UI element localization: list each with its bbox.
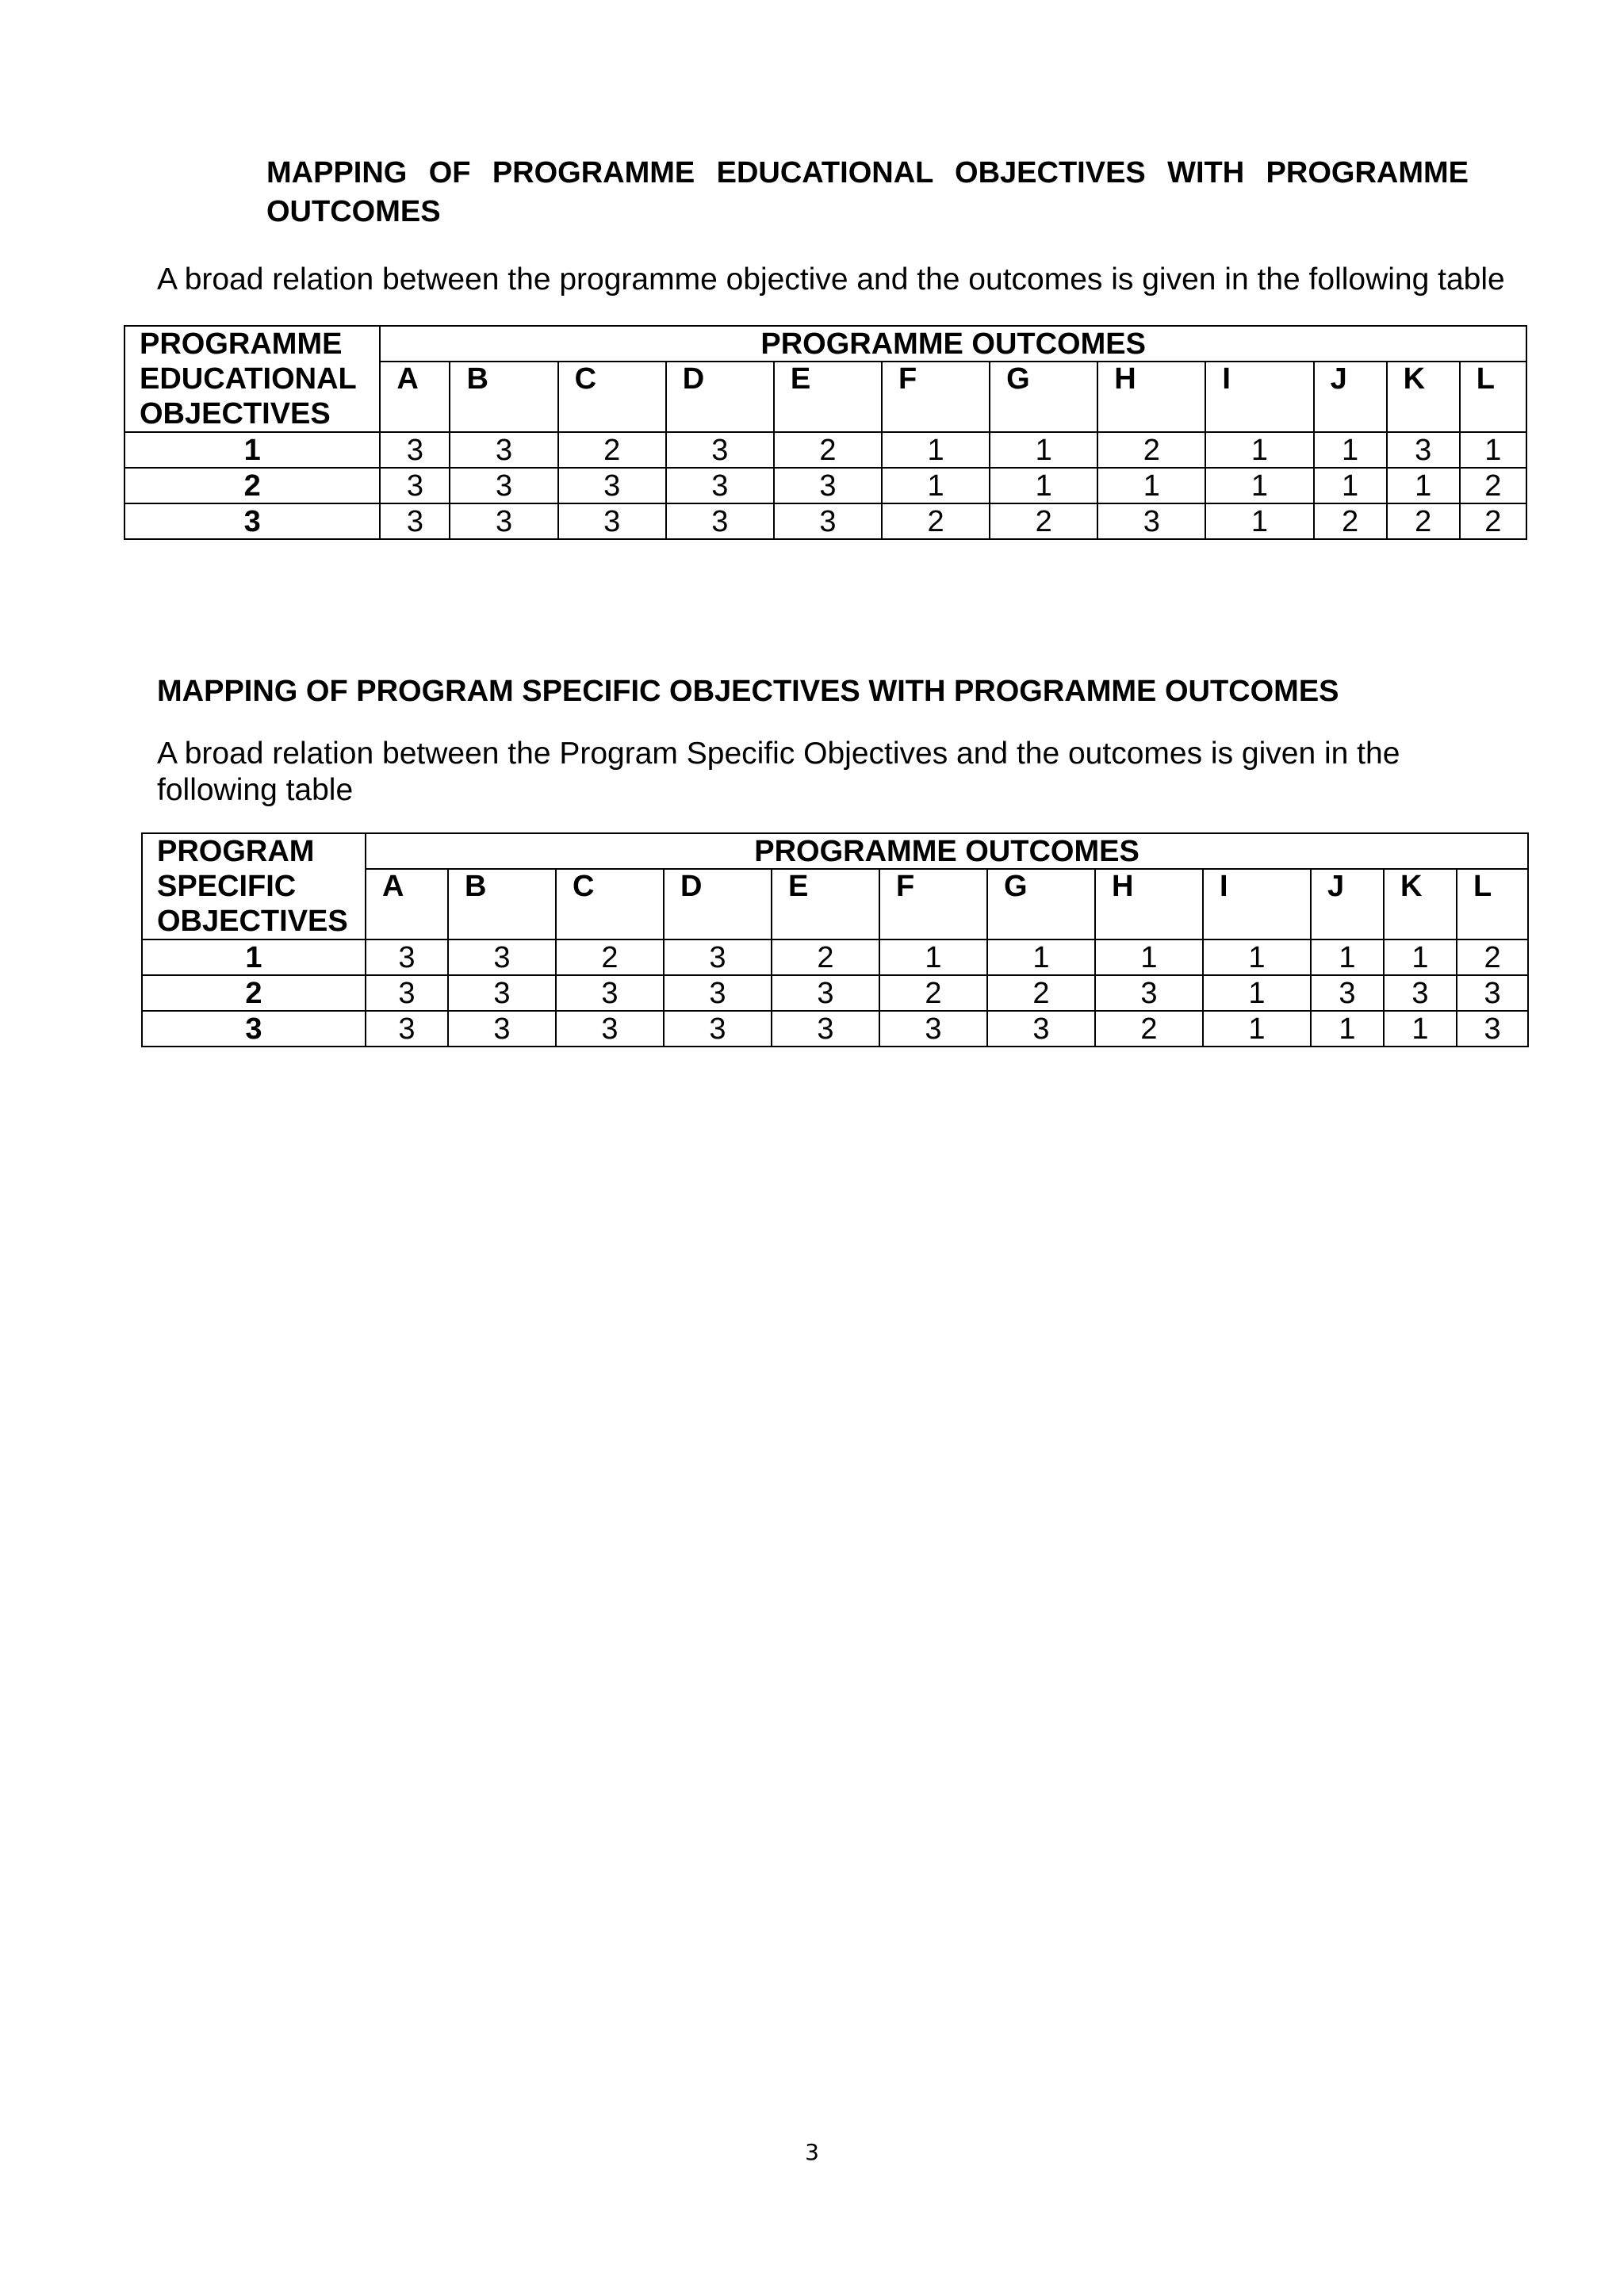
table-cell: 2: [987, 975, 1095, 1011]
table-cell: 1: [1384, 939, 1457, 975]
column-header: A: [380, 362, 450, 432]
table-cell: 3: [664, 939, 772, 975]
table-cell: 3: [380, 468, 450, 503]
table-cell: 3: [366, 939, 448, 975]
table-cell: 1: [990, 432, 1097, 468]
table-cell: 1: [1205, 468, 1313, 503]
table-cell: 1: [1460, 432, 1526, 468]
table-row: [124, 432, 1526, 468]
objective-number: 1: [142, 939, 366, 975]
table-cell: 2: [1460, 468, 1526, 503]
table-row: [142, 939, 1528, 975]
table-cell: 2: [1095, 1011, 1203, 1047]
column-header: E: [772, 869, 879, 939]
column-header: K: [1387, 362, 1460, 432]
table-cell: 3: [366, 975, 448, 1011]
table-row: [142, 975, 1528, 1011]
objective-number: 1: [124, 432, 380, 468]
section2-heading: MAPPING OF PROGRAM SPECIFIC OBJECTIVES WITH PROGRAMME OUTCOMES: [157, 675, 1339, 708]
table-cell: 2: [1097, 432, 1205, 468]
column-header: I: [1205, 362, 1313, 432]
column-header: H: [1095, 869, 1203, 939]
row-header-cell: PROGRAMME EDUCATIONAL OBJECTIVES: [124, 326, 380, 432]
table-cell: 2: [1460, 503, 1526, 539]
table-row: [142, 1011, 1528, 1047]
table-cell: 1: [879, 939, 987, 975]
table-cell: 2: [990, 503, 1097, 539]
column-header: B: [448, 869, 556, 939]
objective-number: 2: [124, 468, 380, 503]
column-header: L: [1457, 869, 1528, 939]
table-cell: 3: [987, 1011, 1095, 1047]
programme-outcomes-header: PROGRAMME OUTCOMES: [366, 833, 1528, 869]
table-cell: 3: [448, 939, 556, 975]
table-cell: 2: [879, 975, 987, 1011]
table-cell: 3: [772, 1011, 879, 1047]
column-header: L: [1460, 362, 1526, 432]
table-cell: 3: [450, 503, 557, 539]
table-cell: 2: [1314, 503, 1387, 539]
table-cell: 3: [1095, 975, 1203, 1011]
column-header: B: [450, 362, 557, 432]
table-cell: 2: [1387, 503, 1460, 539]
table-cell: 3: [666, 468, 774, 503]
table-cell: 1: [990, 468, 1097, 503]
table-cell: 1: [1203, 1011, 1311, 1047]
table-cell: 2: [882, 503, 990, 539]
column-header: C: [558, 362, 666, 432]
table-cell: 1: [1314, 432, 1387, 468]
peo-po-mapping-table: [124, 325, 1527, 540]
table-cell: 2: [558, 432, 666, 468]
table-cell: 3: [380, 503, 450, 539]
objective-number: 3: [124, 503, 380, 539]
table-cell: 3: [556, 975, 664, 1011]
table-cell: 3: [772, 975, 879, 1011]
table-header-row: [142, 833, 1528, 869]
table-cell: 1: [1387, 468, 1460, 503]
table-cell: 1: [1311, 1011, 1384, 1047]
column-header: J: [1314, 362, 1387, 432]
table-cell: 1: [1314, 468, 1387, 503]
table-cell: 3: [556, 1011, 664, 1047]
table-cell: 1: [1384, 1011, 1457, 1047]
table-cell: 3: [1457, 975, 1528, 1011]
table-cell: 1: [882, 432, 990, 468]
table-cell: 3: [666, 503, 774, 539]
row-header-cell: PROGRAM SPECIFIC OBJECTIVES: [142, 833, 366, 939]
table-cell: 3: [1311, 975, 1384, 1011]
column-header: A: [366, 869, 448, 939]
table-cell: 1: [987, 939, 1095, 975]
table-cell: 2: [774, 432, 882, 468]
table-cell: 3: [450, 468, 557, 503]
table-cell: 3: [450, 432, 557, 468]
table-cell: 3: [448, 1011, 556, 1047]
column-header: D: [666, 362, 774, 432]
table-cell: 3: [774, 468, 882, 503]
table-cell: 3: [774, 503, 882, 539]
column-header: F: [882, 362, 990, 432]
table-cell: 3: [1384, 975, 1457, 1011]
column-header: K: [1384, 869, 1457, 939]
table-cell: 1: [1095, 939, 1203, 975]
table-header-row: [124, 326, 1526, 362]
table-row: [124, 503, 1526, 539]
table-cell: 1: [1205, 432, 1313, 468]
section2-intro: A broad relation between the Program Specific Objectives and the outcomes is given in the following table: [157, 737, 1400, 807]
table-cell: 1: [882, 468, 990, 503]
section1-heading: MAPPING OF PROGRAMME EDUCATIONAL OBJECTIVES WITH PROGRAMME OUTCOMES: [266, 156, 1469, 228]
table-cell: 3: [380, 432, 450, 468]
pso-po-mapping-table: [141, 832, 1529, 1047]
table-cell: 2: [556, 939, 664, 975]
table-cell: 3: [366, 1011, 448, 1047]
programme-outcomes-header: PROGRAMME OUTCOMES: [380, 326, 1526, 362]
objective-number: 2: [142, 975, 366, 1011]
table-cell: 3: [664, 975, 772, 1011]
column-header: F: [879, 869, 987, 939]
table-cell: 2: [772, 939, 879, 975]
column-header: G: [987, 869, 1095, 939]
table-cell: 3: [664, 1011, 772, 1047]
table-cell: 1: [1203, 975, 1311, 1011]
table-cell: 3: [558, 503, 666, 539]
page-number: 3: [805, 2139, 819, 2165]
table-cell: 1: [1311, 939, 1384, 975]
column-header: D: [664, 869, 772, 939]
table-cell: 3: [1097, 503, 1205, 539]
table-cell: 3: [1457, 1011, 1528, 1047]
column-header: H: [1097, 362, 1205, 432]
column-header: G: [990, 362, 1097, 432]
table-cell: 1: [1097, 468, 1205, 503]
table-cell: 3: [666, 432, 774, 468]
section1-intro: A broad relation between the programme objective and the outcomes is given in the following table: [157, 262, 1505, 297]
table-cell: 2: [1457, 939, 1528, 975]
column-header: I: [1203, 869, 1311, 939]
table-cell: 1: [1203, 939, 1311, 975]
table-cell: 3: [558, 468, 666, 503]
table-cell: 1: [1205, 503, 1313, 539]
column-header: E: [774, 362, 882, 432]
objective-number: 3: [142, 1011, 366, 1047]
table-cell: 3: [879, 1011, 987, 1047]
column-header: J: [1311, 869, 1384, 939]
column-header: C: [556, 869, 664, 939]
table-cell: 3: [448, 975, 556, 1011]
table-row: [124, 468, 1526, 503]
table-cell: 3: [1387, 432, 1460, 468]
